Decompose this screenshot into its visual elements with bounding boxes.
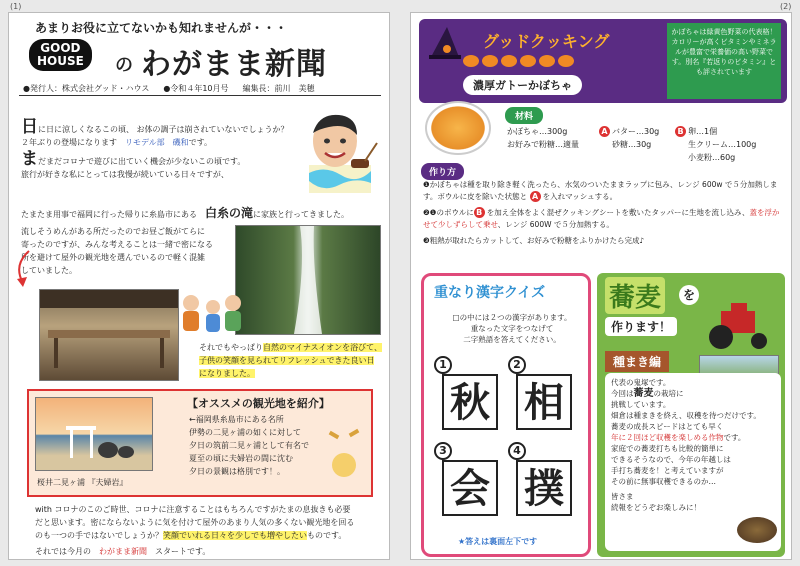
tractor-icon [701,303,781,351]
quiz-box [421,273,591,557]
pumpkin-icon [501,55,517,67]
steps-list [423,179,785,247]
label-b-badge: B [474,207,485,218]
author-avatar [299,109,381,199]
quiz-number-1: 1 [434,356,452,374]
pumpkin-cake-photo [425,101,491,155]
quiz-box-3: 会 [442,460,498,516]
page-right [410,12,792,560]
story-drop-cap: ま [21,149,38,169]
ingredient: バター…30g [612,127,660,136]
soba-line: です。 [723,433,746,442]
meta-publisher: ●発行人：株式会社グッド・ハウス [23,84,150,93]
masthead-meta [23,83,379,94]
pumpkin-note: かぼちゃは緑黄色野菜の代表格！カロリーが高くビタミンやミネラルが豊富で栄養価の高い野菜です。別名『若返りのビタミン』とも評されています [667,23,781,99]
soba-title-text: 蕎麦 [609,283,662,313]
step2-text-c: 、レンジ 600W で５分加熱する。 [497,220,614,229]
family-illustration [177,291,247,337]
ingredient: 小麦粉…60g [688,153,736,162]
soba-section-label: 種まき編 [605,351,669,372]
label-a-badge: A [599,126,610,137]
ingredients-heading: 材料 [505,107,543,124]
story-line3: たまたま用事で福岡に行った帰りに糸島市にある [21,210,197,219]
pumpkin-icon [520,55,536,67]
rec-line: ←福岡県糸島市にある名所 [189,415,284,424]
page-left [8,12,390,560]
soba-subtitle: 作ります！ [605,317,677,336]
pumpkin-icon [558,55,574,67]
step2-text-b: を加え全体をよく混ぜクッキングシートを敷いたタッパーに生地を流し込み、 [486,208,750,217]
step-1: ❶かぼちゃは種を取り除き軽く洗ったら、水気のついたままラップに包み、レンジ 600w で５分加熱します。ボウルに皮を除いた状態と A を入れマッシュする。 [423,180,778,201]
restaurant-photo [39,289,179,381]
caption-highlight2: 子供の笑顔を見られてリフレッシュできた良い日 [199,356,375,365]
recommend-title: 【オススメの観光地を紹介】 [187,397,330,410]
quiz-box-2: 相 [516,374,572,430]
closing-line1: with コロナのこのご時世、コロナに注意することはもちろんですがたまの息抜きも必要 [35,505,351,514]
celebration-illustration [319,427,369,477]
ingredient: 生クリーム…100g [688,140,757,149]
signoff-name: わがまま新聞 [99,547,147,556]
quiz-intro [442,312,582,345]
soba-wo: を [679,285,699,305]
intro-paragraph [21,117,301,149]
pumpkin-icon [482,55,498,67]
label-b-badge: B [675,126,686,137]
closing-paragraph [35,503,385,542]
page-number-right: (2) [780,2,792,11]
pumpkin-icon [539,55,555,67]
closing-line3b: ものです。 [307,531,347,540]
caption-highlight3: になりました。 [199,369,255,378]
soba-box [597,273,785,557]
rec-line: 伊勢の二見ヶ浦の如くに対して [189,428,301,437]
quiz-number-3: 3 [434,442,452,460]
soba-line: その前に無事収穫できるのか… [611,477,716,486]
signoff-post: スタートです。 [155,547,211,556]
step2-text: のボウルに [436,208,474,217]
page-number-left: (1) [10,2,22,11]
intro-drop-cap: 日 [21,117,38,137]
curved-arrow-icon [11,249,33,289]
cooking-title: グッドクッキング [483,32,610,51]
soba-line: 皆さま [611,492,634,501]
soba-highlight: 年に２回ほど収穫を楽しめる作物 [611,433,724,442]
good-house-logo [29,39,92,71]
label-a-badge: A [530,191,541,202]
step1-text-b: を入れマッシュする。 [542,192,618,201]
story-line7: していました。 [21,266,77,275]
tagline: あまりお役に立てないかも知れませんが・・・ [35,21,288,35]
logo-line2: HOUSE [37,54,84,68]
couple-rocks-photo [35,397,153,471]
soba-line: 手打ち蕎麦を！と考えていますが [611,466,724,475]
rec-line: 夕日の筑前二見ヶ浦として有名で [189,441,309,450]
quiz-intro-line: □の中には２つの漢字があります。 [452,313,572,322]
step-3: ❸粗熱が取れたらカットして、お好みで粉糖をふりかけたら完成♪ [423,236,645,245]
ingredient: かぼちゃ…300g [507,127,568,136]
quiz-intro-line: 重なった文字をつなげて [470,324,554,333]
masthead-no: の [115,55,133,76]
waterfall-photo [235,225,381,335]
story-line3-row [21,207,390,221]
ingredients-base [507,125,579,151]
witch-hat-icon [427,25,463,61]
recommend-box [27,389,373,497]
soba-title [605,277,665,314]
story-continued [21,225,231,277]
caption-highlight1: 自然のマイナスイオンを浴びて、 [263,343,382,352]
meta-editor: 編集長：前川 美穂 [242,84,315,93]
caption-line1: それでもやっぱり [199,343,263,352]
quiz-box-1: 秋 [442,374,498,430]
masthead-divider [19,95,381,96]
soba-keyword: 蕎麦 [633,388,654,399]
signoff-pre: それでは今月の [35,547,91,556]
soba-line: できるそうなので、今年の年越しは [611,455,731,464]
ingredient: 砂糖…30g [612,140,652,149]
ingredient: お好みで粉糖…適量 [507,140,579,149]
signoff [35,545,210,558]
masthead-title: わがまま新聞 [141,47,327,82]
logo-line1: GOOD [40,41,81,55]
story-line3b: に家族と行ってきました。 [253,210,350,219]
intro-dept: リモデル部 磯和 [125,138,189,147]
intro-line2: ２年ぶりの登場になります [21,138,117,147]
recommend-text [189,413,319,478]
step3-text: 粗熱が取れたらカットして、お好みで粉糖をふりかけたら完成♪ [429,236,645,245]
step1-text: かぼちゃは種を取り除き軽く洗ったら、水気のついたままラップに包み、レンジ 600w で５分加熱します。ボウルに皮を除いた状態と [423,180,778,201]
pumpkin-row [463,55,574,67]
intro-line3: です。 [188,138,212,147]
soba-line: の栽培に [653,389,684,398]
quiz-number-2: 2 [508,356,526,374]
story-line4: 流しそうめんがある所だったのでお昼ご飯がてらに [21,227,205,236]
rec-line: 夏至の頃に夫婦岩の間に沈む [189,454,293,463]
ingredient: 卵…1個 [688,127,718,136]
story-paragraph [21,149,296,181]
story-line2: 旅行が好きな私にとっては我慢が続いている日々ですが、 [21,170,229,179]
photo-caption [199,341,389,380]
soba-bowl-icon [737,517,777,543]
quiz-intro-line: 二字熟語を答えてください。 [463,335,561,344]
quiz-title: 重なり漢字クイズ [434,285,546,301]
ingredients-a [599,125,659,151]
soba-line: 畑倉は種まきを終え、収穫を待つだけです。 [611,411,761,420]
pumpkin-icon [463,55,479,67]
closing-line3: のも一つの手ではないでしょうか？ [35,531,163,540]
soba-line: 代表の鬼塚です。 [611,378,671,387]
story-line6: 所を避けて屋外の観光地を選んでいるので軽く混雑 [21,253,205,262]
soba-line: 家庭での蕎麦打ちも比較的簡単に [611,444,724,453]
closing-highlight: 笑顔でいれる日々を少しでも増やしたい [163,531,307,540]
quiz-box-4: 撲 [516,460,572,516]
meta-date: ●令和４年10月号 [163,84,229,93]
story-line5: 寄ったのですが、みんな考えることは一緒で密になる [21,240,213,249]
falls-name: 白糸の滝 [205,206,254,220]
cooking-header [419,19,787,103]
step-2: ❷❶のボウルに B を加え全体をよく混ぜクッキングシートを敷いたタッパーに生地を流し込み、蓋を浮かせて少しずらして乗せ、レンジ 600W で５分加熱する。 [423,208,780,229]
steps-heading: 作り方 [421,163,464,180]
soba-line: 蕎麦の成長スピードはとても早く [611,422,724,431]
closing-line2: だと思います。密にならないように気を付けて屋外のあまり人気の多くない観光地を回る [35,518,355,527]
step2-highlight: 蓋を浮かせて少しずらして乗せ [423,208,780,229]
soba-line: 続報をどうぞお楽しみに！ [611,503,701,512]
soba-line: 挑戦しています。 [611,400,671,409]
story-line1: だまだコロナで遊びに出ていく機会が少ないこの頃です。 [38,157,246,166]
intro-line1: に日に涼しくなるこの頃、 お体の調子は崩されていないでしょうか？ [38,125,289,134]
recommend-photo-caption: 桜井二見ヶ浦 『夫婦岩』 [37,478,128,487]
rec-line: 夕日の景観は格別です！。 [189,467,285,476]
quiz-answer-note: ★答えは裏面左下です [458,537,538,546]
recipe-name: 濃厚ガトーかぼちゃ [463,75,582,95]
soba-line: 今回は [611,389,634,398]
ingredients-b [675,125,756,164]
quiz-number-4: 4 [508,442,526,460]
